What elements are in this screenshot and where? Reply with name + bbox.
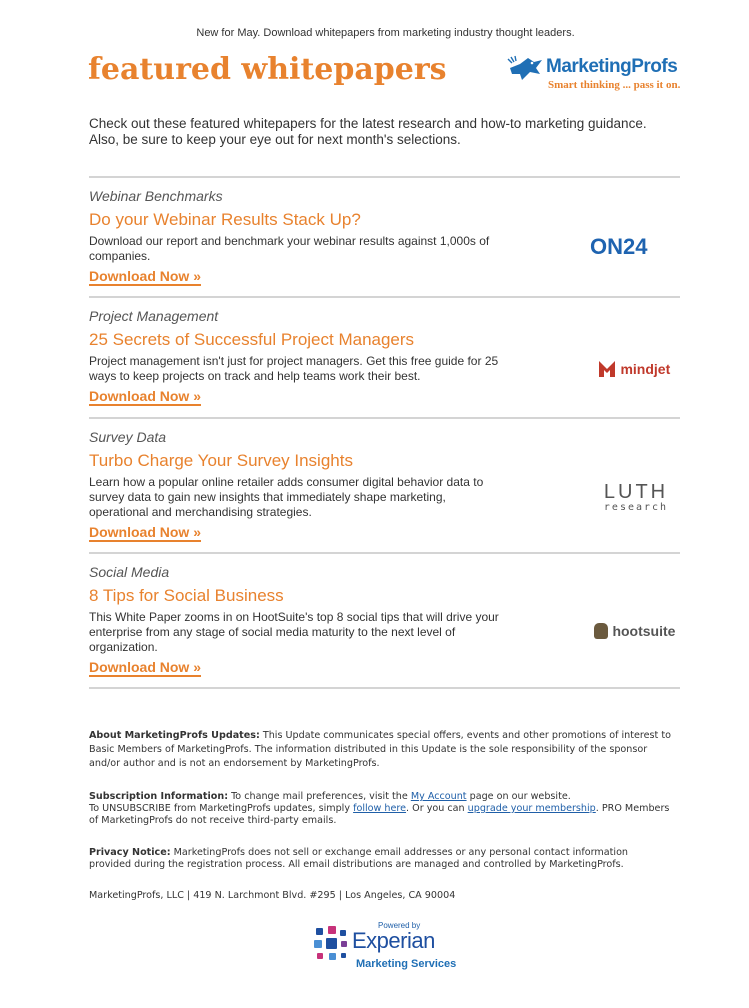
item-headline[interactable]: Turbo Charge Your Survey Insights — [89, 451, 353, 470]
experian-logo[interactable] — [312, 918, 462, 978]
intro-line-1: Check out these featured whitepapers for the latest research and how-to marketing guidance. — [89, 116, 647, 131]
item-category: Social Media — [89, 564, 170, 580]
logo-brand: MarketingProfs — [546, 56, 678, 77]
experian-subtitle: Marketing Services — [356, 958, 457, 970]
download-now-link[interactable]: Download Now » — [89, 524, 201, 540]
divider — [89, 296, 680, 298]
whitepaper-item — [89, 564, 680, 677]
on24-logo[interactable] — [590, 234, 647, 260]
sponsor-name: LUTH — [603, 481, 669, 503]
intro-line-2: Also, be sure to keep your eye out for next month's selections. — [89, 132, 461, 147]
upgrade-membership-link[interactable]: upgrade your membership — [467, 803, 596, 814]
preheader-text: New for May. Download whitepapers from marketing industry thought leaders. — [196, 27, 575, 39]
item-category: Webinar Benchmarks — [89, 188, 223, 204]
marketingprofs-logo[interactable] — [506, 54, 682, 94]
download-now-link[interactable]: Download Now » — [89, 659, 201, 675]
sponsor-name: mindjet — [620, 361, 671, 377]
divider — [89, 417, 680, 419]
item-description: Learn how a popular online retailer adds consumer digital behavior data to survey data to gain new insights that immediately shape marketing, operational and merchandising strategies. — [89, 475, 484, 519]
whitepaper-item — [89, 308, 680, 406]
sponsor-name: hootsuite — [612, 622, 676, 639]
unsubscribe-text: . Or you can — [406, 803, 468, 814]
download-now-link[interactable]: Download Now » — [89, 268, 201, 284]
unsubscribe-text: To UNSUBSCRIBE from MarketingProfs updates, simply — [89, 803, 354, 814]
subscription-notice — [89, 791, 673, 827]
item-headline[interactable]: 25 Secrets of Successful Project Managers — [89, 330, 415, 349]
about-notice — [89, 729, 673, 771]
intro-text — [89, 116, 689, 148]
privacy-label: Privacy Notice: — [89, 847, 171, 858]
experian-dots-icon — [314, 926, 350, 962]
my-account-link[interactable]: My Account — [410, 791, 467, 802]
item-headline[interactable]: 8 Tips for Social Business — [89, 586, 284, 605]
item-description: This White Paper zooms in on HootSuite's top 8 social tips that will drive your enterprise from any stage of social media maturity to the next level of organization. — [89, 610, 499, 654]
hero-title: featured whitepapers — [88, 52, 447, 87]
about-label: About MarketingProfs Updates: — [89, 730, 260, 741]
divider — [89, 552, 680, 554]
item-description: Download our report and benchmark your webinar results against 1,000s of companies. — [89, 234, 490, 263]
privacy-notice — [89, 847, 673, 871]
privacy-text: MarketingProfs does not sell or exchange email addresses or any personal contact information provided during the registration process. All email distributions are managed and controlled by MarketingProfs. — [89, 847, 629, 870]
divider — [89, 687, 680, 689]
unsubscribe-text: . PRO Members of MarketingProfs do not receive third-party emails. — [89, 803, 670, 826]
item-category: Project Management — [89, 308, 219, 324]
download-now-link[interactable]: Download Now » — [89, 388, 201, 404]
subscription-text: page on our website. — [466, 791, 571, 802]
follow-here-link[interactable]: follow here — [353, 803, 407, 814]
luth-logo[interactable] — [596, 482, 676, 513]
mindjet-logo[interactable] — [598, 360, 670, 378]
item-description: Project management isn't just for project managers. Get this free guide for 25 ways to keep projects on track and help teams work their best. — [89, 354, 499, 383]
subscription-text: To change mail preferences, visit the — [228, 791, 411, 802]
mindjet-mark-icon — [598, 360, 616, 378]
hootsuite-logo[interactable] — [594, 622, 675, 640]
owl-icon — [594, 623, 608, 639]
powered-by-text: Powered by — [378, 921, 421, 930]
experian-name: Experian — [352, 928, 435, 953]
bird-icon — [506, 54, 546, 86]
item-headline[interactable]: Do your Webinar Results Stack Up? — [89, 210, 361, 229]
divider — [89, 176, 680, 178]
subscription-label: Subscription Information: — [89, 791, 229, 802]
sponsor-name: ON24 — [590, 234, 648, 259]
company-address: MarketingProfs, LLC | 419 N. Larchmont Blvd. #295 | Los Angeles, CA 90004 — [89, 890, 456, 901]
sponsor-subname: research — [603, 502, 669, 513]
whitepaper-item — [89, 429, 680, 542]
item-category: Survey Data — [89, 429, 167, 445]
logo-tagline: Smart thinking ... pass it on. — [548, 79, 681, 91]
about-text: This Update communicates special offers, events and other promotions of interest to Basic Members of MarketingProfs. The information distributed in this Update is the sole responsibility of the sponsor and/or author and is not an endorsement by MarketingProfs. — [89, 730, 671, 769]
